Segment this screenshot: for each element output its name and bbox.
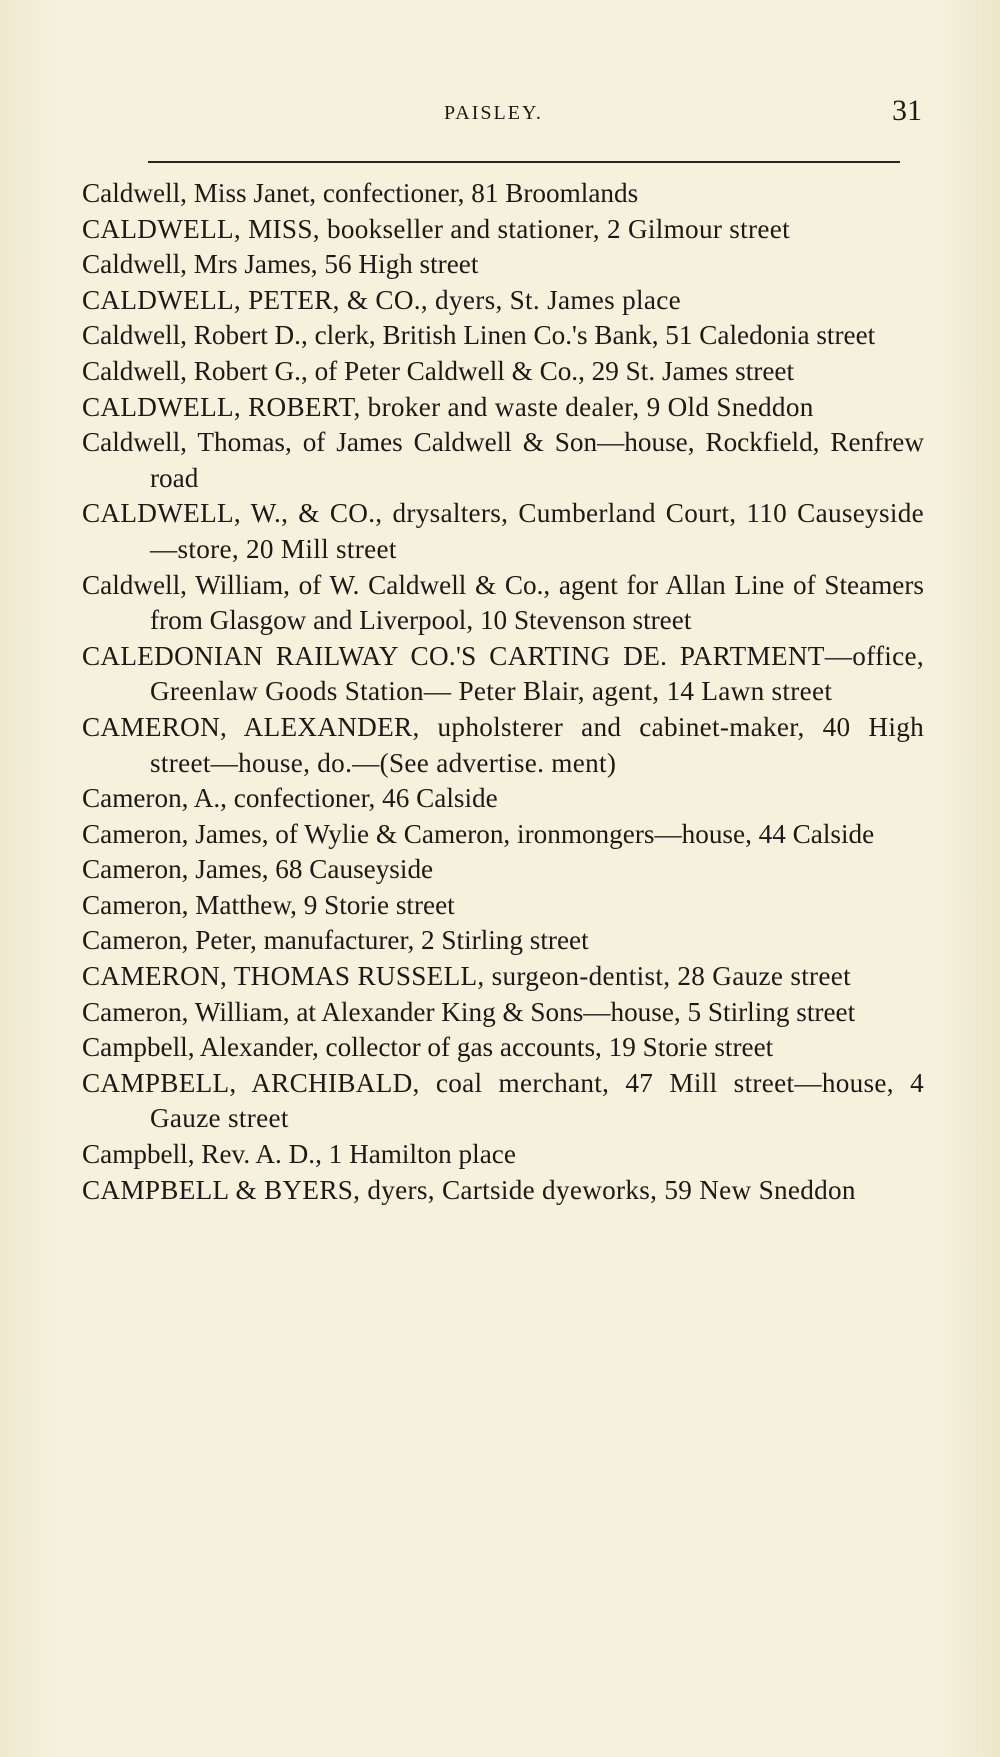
directory-entry: Cameron, James, 68 Causeyside [82, 854, 434, 885]
directory-entry: Cameron, James, of Wylie & Cameron, ironmongers—house, 44 Calside [82, 818, 875, 849]
directory-entry: Caldwell, Robert D., clerk, British Linen Co.'s Bank, 51 Caledonia street [82, 320, 876, 351]
running-head: PAISLEY. [444, 102, 543, 124]
directory-entry: CALDWELL, ROBERT, broker and waste dealer, 9 Old Sneddon [82, 391, 814, 422]
directory-entry: Caldwell, William, of W. Caldwell & Co., agent for Allan Line of Steamers from Glasgow and Liverpool, 10 Stevenson street [82, 569, 924, 636]
directory-entry: Caldwell, Robert G., of Peter Caldwell & Co., 29 St. James street [82, 355, 795, 386]
directory-entry: Caldwell, Thomas, of James Caldwell & Son—house, Rockfield, Renfrew road [82, 427, 924, 493]
directory-entry: CAMERON, THOMAS RUSSELL, surgeon-dentist, 28 Gauze street [82, 961, 851, 992]
directory-entry: Campbell, Alexander, collector of gas accounts, 19 Storie street [82, 1032, 774, 1063]
directory-entry: Cameron, A., confectioner, 46 Calside [82, 783, 498, 814]
directory-entry: CAMERON, ALEXANDER, upholsterer and cabinet-maker, 40 High street—house, do.—(See advertise. ment) [82, 711, 924, 778]
directory-entry: Cameron, Peter, manufacturer, 2 Stirling street [82, 925, 589, 956]
directory-entry: CAMPBELL, ARCHIBALD, coal merchant, 47 Mill street—house, 4 Gauze street [82, 1067, 924, 1134]
directory-entry: Cameron, William, at Alexander King & Sons—house, 5 Stirling street [82, 996, 856, 1027]
directory-entry: CALDWELL, W., & CO., drysalters, Cumberland Court, 110 Causeyside—store, 20 Mill street [82, 498, 924, 564]
directory-entries [82, 176, 924, 1208]
directory-entry: Campbell, Rev. A. D., 1 Hamilton place [82, 1139, 516, 1170]
directory-entry: Cameron, Matthew, 9 Storie street [82, 889, 455, 920]
directory-entry: CAMPBELL & BYERS, dyers, Cartside dyeworks, 59 New Sneddon [82, 1174, 856, 1205]
directory-entry: Caldwell, Mrs James, 56 High street [82, 249, 479, 280]
page-header [82, 94, 922, 134]
directory-entry: Caldwell, Miss Janet, confectioner, 81 Broomlands [82, 178, 639, 208]
directory-entry: CALDWELL, PETER, & CO., dyers, St. James place [82, 284, 681, 315]
directory-entry: CALDWELL, MISS, bookseller and stationer, 2 Gilmour street [82, 213, 790, 244]
header-rule [148, 161, 900, 163]
page-number: 31 [892, 94, 922, 127]
directory-entry: CALEDONIAN RAILWAY CO.'S CARTING DE. PARTMENT—office, Greenlaw Goods Station— Peter Blair, agent, 14 Lawn street [82, 640, 924, 707]
